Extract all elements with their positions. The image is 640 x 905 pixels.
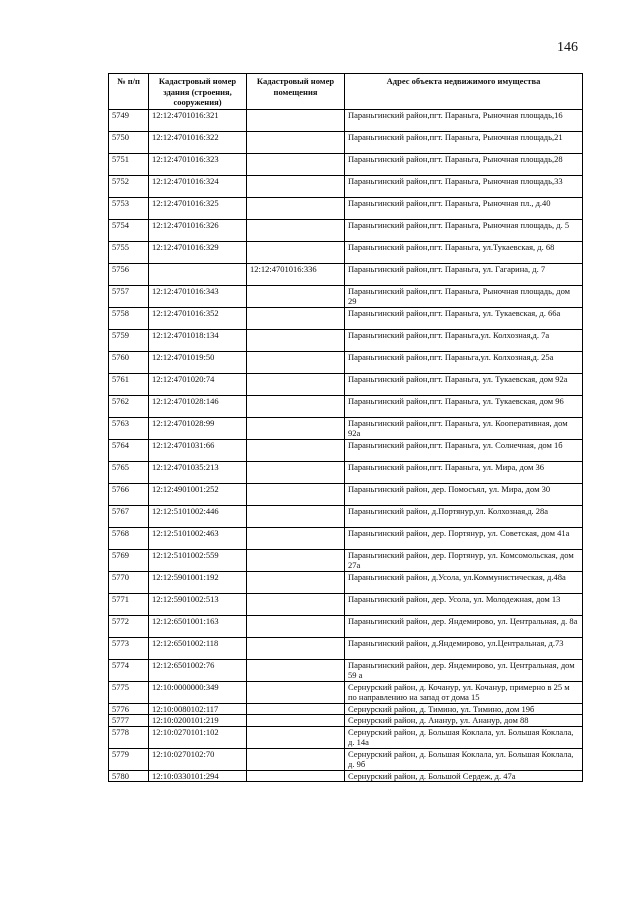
address-cell: Параньгинский район,пгт. Параньга, ул. Гагарина, д. 7: [345, 263, 583, 285]
page-number: 146: [557, 40, 578, 55]
table-row: [109, 726, 583, 748]
row-number: 5767: [109, 505, 149, 527]
row-number: 5762: [109, 395, 149, 417]
row-number: 5749: [109, 109, 149, 131]
building-cadastral-cell: 12:12:4701016:325: [149, 197, 247, 219]
row-number: 5757: [109, 285, 149, 307]
table-row: [109, 153, 583, 175]
row-number: 5750: [109, 131, 149, 153]
table-row: [109, 505, 583, 527]
room-cadastral-cell: [247, 527, 345, 549]
room-cadastral-cell: [247, 417, 345, 439]
table-row: [109, 263, 583, 285]
table-row: [109, 351, 583, 373]
building-cadastral-cell: 12:12:4701016:324: [149, 175, 247, 197]
table-row: [109, 549, 583, 571]
room-cadastral-cell: 12:12:4701016:336: [247, 263, 345, 285]
row-number: 5774: [109, 659, 149, 681]
building-cadastral-cell: 12:10:0000000:349: [149, 681, 247, 703]
address-cell: Параньгинский район, дер. Усола, ул. Молодежная, дом 13: [345, 593, 583, 615]
address-cell: Параньгинский район, дер. Помосъял, ул. Мира, дом 30: [345, 483, 583, 505]
building-cadastral-cell: 12:10:0330101:294: [149, 770, 247, 782]
building-cadastral-cell: 12:10:0270101:102: [149, 726, 247, 748]
building-cadastral-cell: 12:12:4701016:322: [149, 131, 247, 153]
room-cadastral-cell: [247, 726, 345, 748]
address-cell: Сернурский район, д. Большая Коклала, ул. Большая Коклала, д. 14а: [345, 726, 583, 748]
address-cell: Параньгинский район, д.Яндемирово, ул.Центральная, д.73: [345, 637, 583, 659]
room-cadastral-cell: [247, 197, 345, 219]
table-row: [109, 285, 583, 307]
address-cell: Параньгинский район,пгт. Параньга, Рыночная площадь,33: [345, 175, 583, 197]
address-cell: Параньгинский район, дер. Портянур, ул. Комсомольская, дом 27а: [345, 549, 583, 571]
row-number: 5773: [109, 637, 149, 659]
table-row: [109, 439, 583, 461]
building-cadastral-cell: 12:12:5901001:192: [149, 571, 247, 593]
table-row: [109, 175, 583, 197]
row-number: 5764: [109, 439, 149, 461]
building-cadastral-cell: 12:12:5101002:559: [149, 549, 247, 571]
table-row: [109, 373, 583, 395]
table-row: [109, 715, 583, 727]
table-row: [109, 109, 583, 131]
table-row: [109, 748, 583, 770]
room-cadastral-cell: [247, 748, 345, 770]
room-cadastral-cell: [247, 131, 345, 153]
row-number: 5765: [109, 461, 149, 483]
room-cadastral-cell: [247, 307, 345, 329]
row-number: 5758: [109, 307, 149, 329]
row-number: 5779: [109, 748, 149, 770]
row-number: 5752: [109, 175, 149, 197]
room-cadastral-cell: [247, 483, 345, 505]
building-cadastral-cell: 12:12:4701016:343: [149, 285, 247, 307]
building-cadastral-cell: 12:12:6501002:118: [149, 637, 247, 659]
building-cadastral-cell: 12:10:0200101:219: [149, 715, 247, 727]
table-row: [109, 615, 583, 637]
table-row: [109, 703, 583, 715]
building-cadastral-cell: 12:12:4701016:326: [149, 219, 247, 241]
room-cadastral-cell: [247, 175, 345, 197]
table-row: [109, 571, 583, 593]
room-cadastral-cell: [247, 770, 345, 782]
property-registry-table: [108, 73, 583, 782]
address-cell: Параньгинский район,пгт. Параньга, Рыночная площадь,21: [345, 131, 583, 153]
address-cell: Параньгинский район,пгт. Параньга, Рыночная площадь,28: [345, 153, 583, 175]
room-cadastral-cell: [247, 505, 345, 527]
room-cadastral-cell: [247, 461, 345, 483]
building-cadastral-cell: 12:12:6501001:163: [149, 615, 247, 637]
row-number: 5778: [109, 726, 149, 748]
address-cell: Параньгинский район,пгт. Параньга, ул. Мира, дом 36: [345, 461, 583, 483]
row-number: 5770: [109, 571, 149, 593]
building-cadastral-cell: 12:12:5101002:463: [149, 527, 247, 549]
address-cell: Параньгинский район,пгт. Параньга, Рыночная площадь,16: [345, 109, 583, 131]
address-cell: Параньгинский район,пгт. Параньга, ул. Солнечная, дом 1б: [345, 439, 583, 461]
table-row: [109, 461, 583, 483]
table-row: [109, 659, 583, 681]
address-cell: Параньгинский район,пгт. Параньга, Рыночная площадь, д. 5: [345, 219, 583, 241]
room-cadastral-cell: [247, 549, 345, 571]
building-cadastral-cell: 12:10:0270102:70: [149, 748, 247, 770]
room-cadastral-cell: [247, 395, 345, 417]
room-cadastral-cell: [247, 637, 345, 659]
building-cadastral-cell: 12:10:0080102:117: [149, 703, 247, 715]
row-number: 5776: [109, 703, 149, 715]
room-cadastral-cell: [247, 593, 345, 615]
address-cell: Параньгинский район, д.Портянур,ул. Колхозная,д. 28а: [345, 505, 583, 527]
building-cadastral-cell: 12:12:4701016:329: [149, 241, 247, 263]
building-cadastral-cell: 12:12:4701016:321: [149, 109, 247, 131]
building-cadastral-cell: 12:12:4701020:74: [149, 373, 247, 395]
row-number: 5756: [109, 263, 149, 285]
table-row: [109, 593, 583, 615]
table-row: [109, 527, 583, 549]
building-cadastral-cell: 12:12:4901001:252: [149, 483, 247, 505]
table-header-row: [109, 74, 583, 110]
building-cadastral-cell: 12:12:5101002:446: [149, 505, 247, 527]
table-row: [109, 417, 583, 439]
header-building-cadastral: Кадастровый номер здания (строения, сооружения): [149, 74, 247, 110]
room-cadastral-cell: [247, 373, 345, 395]
row-number: 5753: [109, 197, 149, 219]
row-number: 5777: [109, 715, 149, 727]
table-row: [109, 329, 583, 351]
row-number: 5755: [109, 241, 149, 263]
room-cadastral-cell: [247, 715, 345, 727]
building-cadastral-cell: 12:12:4701028:146: [149, 395, 247, 417]
header-room-cadastral: Кадастровый номер помещения: [247, 74, 345, 110]
building-cadastral-cell: 12:12:4701031:66: [149, 439, 247, 461]
address-cell: Сернурский район, д. Большая Коклала, ул. Большая Коклала, д. 9б: [345, 748, 583, 770]
room-cadastral-cell: [247, 571, 345, 593]
room-cadastral-cell: [247, 681, 345, 703]
room-cadastral-cell: [247, 109, 345, 131]
building-cadastral-cell: 12:12:4701016:352: [149, 307, 247, 329]
address-cell: Сернурский район, д. Кочанур, ул. Кочанур, примерно в 25 м по направлению на запад от дома 15: [345, 681, 583, 703]
table-row: [109, 770, 583, 782]
table-row: [109, 241, 583, 263]
room-cadastral-cell: [247, 659, 345, 681]
address-cell: Параньгинский район,пгт. Параньга, ул. Тукаевская, дом 96: [345, 395, 583, 417]
address-cell: Параньгинский район, дер. Яндемирово, ул. Центральная, дом 59 а: [345, 659, 583, 681]
address-cell: Параньгинский район,пгт. Параньга, ул. Тукаевская, д. 66а: [345, 307, 583, 329]
address-cell: Параньгинский район,пгт. Параньга,ул. Колхозная,д. 7а: [345, 329, 583, 351]
room-cadastral-cell: [247, 285, 345, 307]
table-row: [109, 131, 583, 153]
building-cadastral-cell: [149, 263, 247, 285]
room-cadastral-cell: [247, 615, 345, 637]
row-number: 5754: [109, 219, 149, 241]
room-cadastral-cell: [247, 351, 345, 373]
room-cadastral-cell: [247, 329, 345, 351]
table-row: [109, 219, 583, 241]
table-row: [109, 681, 583, 703]
table-row: [109, 197, 583, 219]
row-number: 5775: [109, 681, 149, 703]
address-cell: Параньгинский район,пгт. Параньга, Рыночная пл., д.40: [345, 197, 583, 219]
building-cadastral-cell: 12:12:4701019:50: [149, 351, 247, 373]
row-number: 5771: [109, 593, 149, 615]
header-row-number: № п/п: [109, 74, 149, 110]
address-cell: Параньгинский район, д.Усола, ул.Коммунистическая, д.48а: [345, 571, 583, 593]
building-cadastral-cell: 12:12:4701028:99: [149, 417, 247, 439]
table-row: [109, 395, 583, 417]
address-cell: Сернурский район, д. Большой Сердеж, д. 47а: [345, 770, 583, 782]
room-cadastral-cell: [247, 439, 345, 461]
row-number: 5760: [109, 351, 149, 373]
row-number: 5772: [109, 615, 149, 637]
table-row: [109, 637, 583, 659]
row-number: 5780: [109, 770, 149, 782]
address-cell: Сернурский район, д. Тимино, ул. Тимино, дом 19б: [345, 703, 583, 715]
building-cadastral-cell: 12:12:5901002:513: [149, 593, 247, 615]
room-cadastral-cell: [247, 241, 345, 263]
address-cell: Параньгинский район,пгт. Параньга, ул. Кооперативная, дом 92а: [345, 417, 583, 439]
building-cadastral-cell: 12:12:4701018:134: [149, 329, 247, 351]
building-cadastral-cell: 12:12:6501002:76: [149, 659, 247, 681]
address-cell: Параньгинский район, дер. Портянур, ул. Советская, дом 41а: [345, 527, 583, 549]
row-number: 5761: [109, 373, 149, 395]
room-cadastral-cell: [247, 153, 345, 175]
room-cadastral-cell: [247, 219, 345, 241]
table-row: [109, 483, 583, 505]
address-cell: Параньгинский район,пгт. Параньга, ул. Тукаевская, дом 92а: [345, 373, 583, 395]
row-number: 5751: [109, 153, 149, 175]
address-cell: Параньгинский район,пгт. Параньга, ул.Тукаевская, д. 68: [345, 241, 583, 263]
row-number: 5769: [109, 549, 149, 571]
building-cadastral-cell: 12:12:4701035:213: [149, 461, 247, 483]
row-number: 5759: [109, 329, 149, 351]
address-cell: Сернурский район, д. Ананур, ул. Ананур, дом 88: [345, 715, 583, 727]
building-cadastral-cell: 12:12:4701016:323: [149, 153, 247, 175]
header-address: Адрес объекта недвижимого имущества: [345, 74, 583, 110]
row-number: 5768: [109, 527, 149, 549]
table-row: [109, 307, 583, 329]
address-cell: Параньгинский район,пгт. Параньга, Рыночная площадь, дом 29: [345, 285, 583, 307]
row-number: 5766: [109, 483, 149, 505]
room-cadastral-cell: [247, 703, 345, 715]
address-cell: Параньгинский район, дер. Яндемирово, ул. Центральная, д. 8а: [345, 615, 583, 637]
row-number: 5763: [109, 417, 149, 439]
address-cell: Параньгинский район,пгт. Параньга,ул. Колхозная,д. 25а: [345, 351, 583, 373]
